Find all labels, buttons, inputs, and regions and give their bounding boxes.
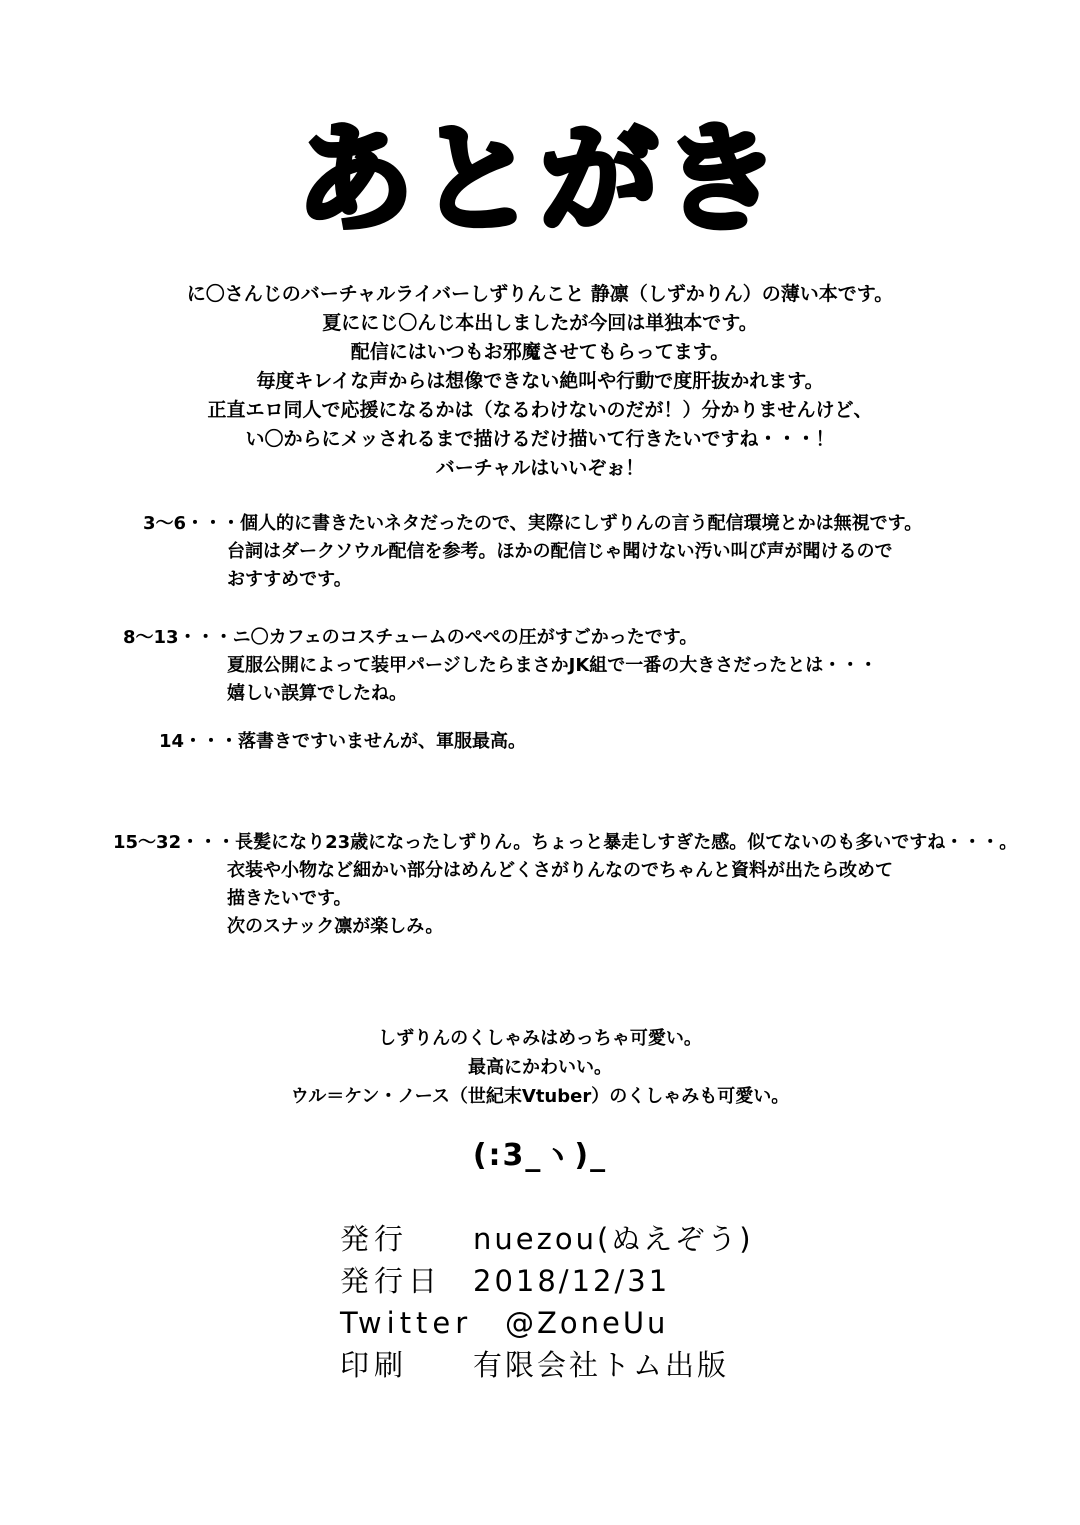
intro-line: 正直エロ同人で応援になるかは（なるわけないのだが！）分かりませんけど、 — [207, 399, 873, 421]
note-lead: 3～6・・・個人的に書きたいネタだったので、実際にしずりんの言う配信環境とかは無視です。 — [143, 513, 923, 534]
note-line: 台詞はダークソウル配信を参考。ほかの配信じゃ聞けない汚い叫び声が聞けるので — [227, 541, 893, 562]
colophon-row-printer — [340, 1344, 760, 1386]
intro-paragraph — [0, 280, 1080, 483]
colophon-value: 有限会社トム出版 — [473, 1348, 730, 1382]
page-note-3-6 — [143, 510, 922, 594]
emoticon: (:3_ヽ)_ — [472, 1138, 608, 1173]
note-lead: 15～32・・・長髪になり23歳になったしずりん。ちょっと暴走しすぎた感。似てないのも多いですね・・・。 — [113, 832, 1018, 853]
colophon-value: nuezou(ぬえぞう) — [473, 1222, 754, 1256]
colophon-row-twitter — [340, 1302, 760, 1344]
note-line: 描きたいです。 — [227, 888, 352, 909]
intro-line: 夏ににじ〇んじ本出しましたが今回は単独本です。 — [322, 312, 758, 334]
page-title: あとがき — [295, 110, 784, 248]
colophon-value: 2018/12/31 — [473, 1264, 671, 1298]
closing-line: 最高にかわいい。 — [468, 1057, 612, 1078]
intro-line: 配信にはいつもお邪魔させてもらってます。 — [350, 341, 730, 363]
colophon-value: @ZoneUu — [505, 1306, 669, 1340]
note-line: おすすめです。 — [227, 569, 352, 590]
closing-line: しずりんのくしゃみはめっちゃ可愛い。 — [378, 1028, 702, 1049]
intro-line: に〇さんじのバーチャルライバーしずりんこと 静凛（しずかりん）の薄い本です。 — [186, 283, 894, 305]
closing-line: ウル＝ケン・ノース（世紀末Vtuber）のくしゃみも可愛い。 — [290, 1086, 790, 1107]
page-note-8-13 — [123, 624, 877, 708]
page-note-14 — [159, 728, 526, 756]
note-line: 次のスナック凛が楽しみ。 — [227, 916, 444, 937]
note-line: 嬉しい誤算でしたね。 — [227, 683, 407, 704]
page-note-15-32 — [113, 829, 1017, 941]
note-line: 夏服公開によって装甲パージしたらまさかJK組で一番の大きさだったとは・・・ — [227, 655, 878, 676]
intro-line: い〇からにメッされるまで描けるだけ描いて行きたいですね・・・！ — [245, 428, 835, 450]
colophon-label: 発行日 — [340, 1264, 443, 1298]
intro-line: 毎度キレイな声からは想像できない絶叫や行動で度肝抜かれます。 — [256, 370, 824, 392]
colophon-row-date — [340, 1260, 760, 1302]
note-lead: 8～13・・・ニ〇カフェのコスチュームのぺぺの圧がすごかったです。 — [123, 627, 698, 648]
colophon-label: 発行 — [340, 1222, 409, 1256]
note-lead: 14・・・落書きですいませんが、軍服最高。 — [159, 731, 527, 752]
note-line: 衣装や小物など細かい部分はめんどくさがりんなのでちゃんと資料が出たら改めて — [227, 860, 893, 881]
colophon-label: Twitter — [340, 1306, 473, 1340]
closing-paragraph — [0, 1024, 1080, 1111]
colophon-row-publisher — [340, 1218, 760, 1260]
colophon — [340, 1218, 760, 1386]
colophon-label: 印刷 — [340, 1348, 409, 1382]
intro-line: バーチャルはいいぞぉ！ — [435, 457, 645, 479]
